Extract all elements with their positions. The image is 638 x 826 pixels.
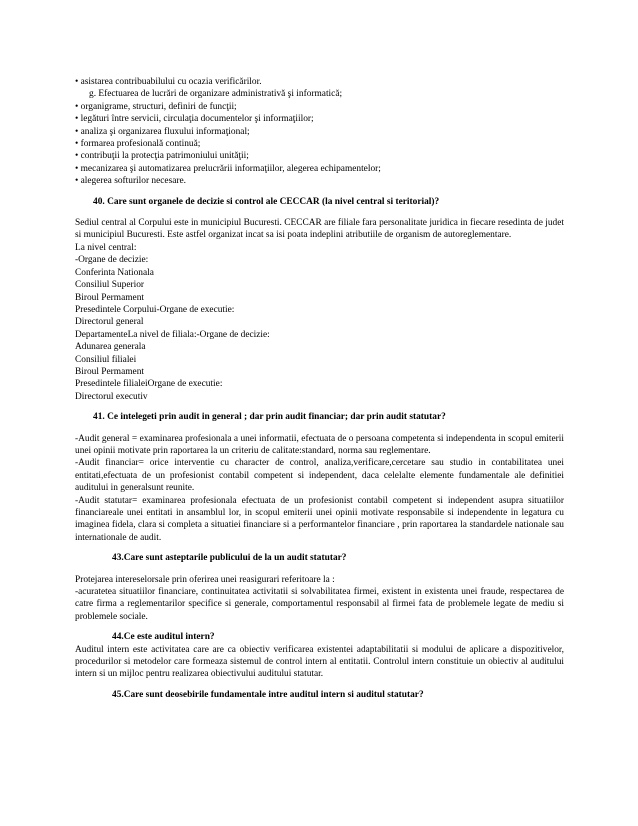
- list-item: Biroul Permament: [75, 366, 144, 377]
- list-item: g. Efectuarea de lucrări de organizare administrativă şi informatică;: [89, 89, 343, 100]
- list-item: Consiliul Superior: [75, 280, 145, 291]
- paragraph: -Audit general = examinarea profesionala a unei informatii, efectuata de o persoana competenta si independenta in scopul emiterii unei opinii motivate prin raportarea la un criteriu de calitate:standard, norma sau reglementare.: [75, 433, 564, 456]
- section-heading-44: 44.Ce este auditul intern?: [112, 632, 215, 643]
- list-item: Consiliul filialei: [75, 354, 137, 365]
- list-item: Adunarea generala: [75, 342, 146, 353]
- list-item: • formarea profesională continuă;: [75, 139, 201, 150]
- bullet-list: [75, 76, 564, 188]
- paragraph: -Audit financiar= orice interventie cu character de control, analiza,verificare,cercetare sau studio in contabilitatea unei entitati,efectuata de un profesionist contabil competent si independent, daca celelalte elemente fundamentale ale definitiei auditului in generalsunt reunite.: [75, 458, 564, 494]
- section-heading-45: 45.Care sunt deosebirile fundamentale intre auditul intern si auditul statutar?: [112, 689, 424, 700]
- list-item: Presedintele filialeiOrgane de executie:: [75, 379, 223, 390]
- org-structure-list: [75, 242, 564, 403]
- list-item: • legături între servicii, circulaţia documentelor şi informaţiilor;: [75, 114, 314, 125]
- section-heading-43: 43.Care sunt asteptarile publicului de la un audit statutar?: [112, 553, 347, 564]
- paragraph: -acuratetea situatiilor financiare, continuitatea activitatii si solvabilitatea firmei, existent in existenta unei fraude, respectarea de catre firma a reglementarilor specifice si generale, comportamentul responsabil al firmei fata de problemele legate de mediu si problemele sociale.: [75, 587, 564, 622]
- list-item: -Organe de decizie:: [75, 255, 149, 266]
- list-item: • mecanizarea şi automatizarea prelucrării informaţiilor, alegerea echipamentelor;: [75, 163, 381, 174]
- list-item: La nivel central:: [75, 242, 137, 253]
- list-item: • analiza şi organizarea fluxului informaţional;: [75, 126, 250, 137]
- list-item: Presedintele Corpului-Organe de executie:: [75, 304, 235, 315]
- paragraph: -Audit statutar= examinarea profesionala efectuata de un profesionist contabil competent si independent asupra situatiilor financiareale unei entitati in ansamblul lor, in scopul emiterii unei opinii motivate responsabile si independente in legatura cu imaginea fidela, clara si completa a situatiei financiare si a performantelor financiare , prin raportarea la standardele nationale sau internationale de audit.: [75, 495, 564, 543]
- paragraph: Protejarea intereselorsale prin oferirea unei reasigurari referitoare la :: [75, 574, 335, 585]
- paragraph: Auditul intern este activitatea care are ca obiectiv verificarea existentei adaptabilitatii si modului de aplicare a dispozitivelor, procedurilor si metodelor care formeaza sistemul de control intern al entitatii. Controlul intern constituie un obiectiv al auditului intern si un mijloc pentru realizarea obiectivului auditului statutar.: [75, 644, 564, 680]
- list-item: • asistarea contribuabilului cu ocazia verificărilor.: [75, 77, 262, 87]
- list-item: Conferinta Nationala: [75, 267, 154, 278]
- list-item: • alegerea softurilor necesare.: [75, 176, 187, 187]
- section-heading-41: 41. Ce intelegeti prin audit in general ; dar prin audit financiar; dar prin audit statutar?: [93, 412, 446, 423]
- list-item: • contribuţii la protecţia patrimoniului unităţii;: [75, 151, 249, 162]
- list-item: DepartamenteLa nivel de filiala:-Organe de decizie:: [75, 329, 270, 340]
- list-item: Directorul general: [75, 317, 144, 328]
- list-item: Directorul executiv: [75, 391, 148, 402]
- document-page: [75, 76, 564, 710]
- list-item: Biroul Permament: [75, 292, 144, 303]
- list-item: • organigrame, structuri, definiri de funcţii;: [75, 101, 237, 112]
- section-heading-40: 40. Care sunt organele de decizie si control ale CECCAR (la nivel central si teritorial)?: [93, 196, 440, 207]
- paragraph: Sediul central al Corpului este in municipiul Bucuresti. CECCAR are filiale fara personalitate juridica in fiecare resedinta de judet si municipiul Bucuresti. Este astfel organizat incat sa isi poata indeplini atributiile de organism de autoreglementare.: [75, 218, 564, 241]
